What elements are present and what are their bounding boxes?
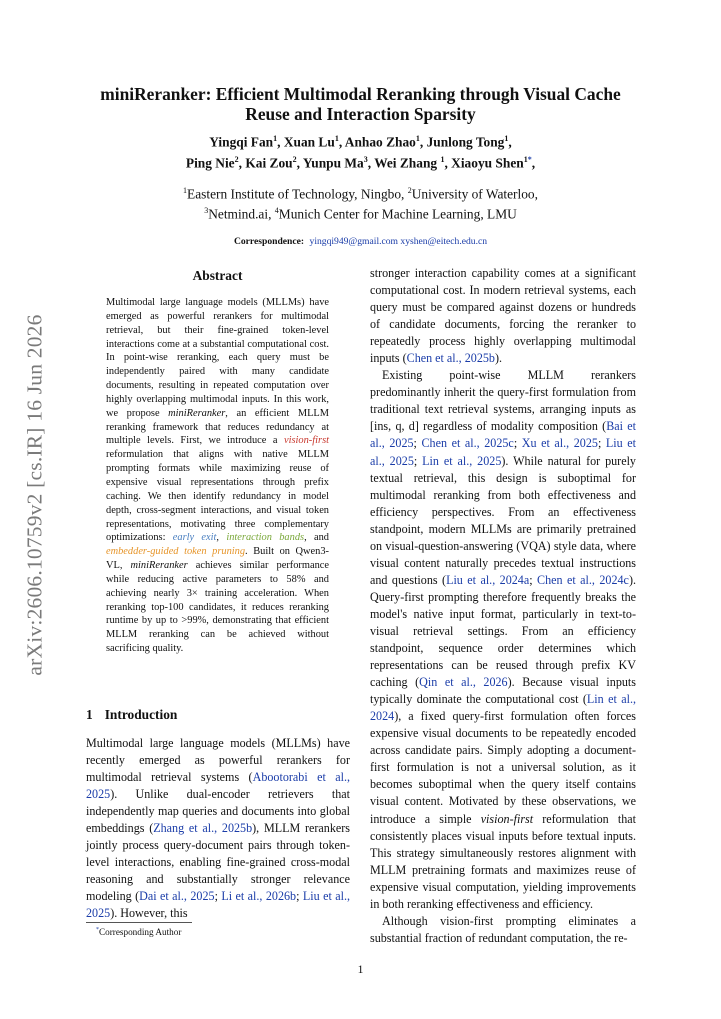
method-name: miniReranker xyxy=(130,560,188,572)
citation-link[interactable]: Liu et al., 2025 xyxy=(86,889,351,921)
citation-link[interactable]: Liu et al., 2024a xyxy=(446,572,530,587)
abstract-heading: Abstract xyxy=(192,268,243,283)
affiliations: $^1$Eastern Institute of Technology, Ningbo, $^2$University of Waterloo, $^3$Netmind.ai, $^4$Munich Center for Machine Learning, LMU xyxy=(183,186,538,222)
correspondence-label: Correspondence: xyxy=(233,236,305,247)
citation-link[interactable]: Chen et al., 2024c xyxy=(537,572,629,587)
author-name: Anhao Zhao xyxy=(344,134,416,150)
author-list: Yingqi Fan$^1$, Xuan Lu$^1$, Anhao Zhao$^1$, Junlong Tong$^1$, Ping Nie$^2$, Kai Zou$^2$, Yunpu Ma$^3$, Wei Zhang $^1$, Xiaoyu Shen$^{1*}$, xyxy=(185,134,536,171)
author-name: Kai Zou xyxy=(245,155,293,171)
citation-link[interactable]: Li et al., 2026b xyxy=(221,889,297,904)
paragraph: Existing point-wise MLLM rerankers predominantly inherit the query-first formulation from traditional text retrieval systems, arranging inputs as [ins, q, d] regardless of modality composition (Bai et al., 2025; Chen et al., 2025c; Xu et al., 2025; Liu et al., 2025; Lin et al., 2025). While natural for purely textual retrieval, this design is suboptimal for multimodal reranking from both effectiveness and efficiency perspectives. From an effectiveness standpoint, modern MLLMs are primarily pretrained on visual-question-answering (VQA) style data, where visual content naturally precedes textual instructions and questions (Liu et al., 2024a; Chen et al., 2024c). Query-first prompting therefore frequently breaks the model's native input format, particularly in text-to-visual retrieval settings. From an efficiency standpoint, sequence order determines which representations can be reused through prefix KV caching (Qin et al., 2026). Because visual inputs typically dominate the computational cost (Lin et al., 2024), a fixed query-first formulation often forces expensive visual documents to be repeatedly encoded across candidate pairs. Simply adopting a document-first formulation is not a universal solution, as it becomes suboptimal when the query itself contains visual content. Motivated by these observations, we introduce a simple vision-first reformulation that consistently places visual inputs before textual inputs. This strategy simultaneously restores alignment with MLLM pretraining formats and maximizes reuse of expensive visual computation, yielding improvements in both reranking effectiveness and efficiency. xyxy=(370,368,637,911)
highlight-vision-first: vision-first xyxy=(283,435,329,447)
footnote xyxy=(96,927,181,937)
correspondence-email-link[interactable]: yingqi949@gmail.com xyshen@eitech.edu.cn xyxy=(309,236,488,247)
footnote-text: Corresponding Author xyxy=(99,927,182,938)
section-number: 1 xyxy=(86,707,93,722)
correspondence xyxy=(80,236,641,247)
footnote-divider xyxy=(86,922,192,923)
emphasis: vision-first xyxy=(480,811,534,826)
citation-link[interactable]: Lin et al., 2024 xyxy=(370,692,637,724)
citation-link[interactable]: Lin et al., 2025 xyxy=(422,453,502,468)
footnote-mark: * xyxy=(96,927,99,933)
paragraph: Although vision-first prompting eliminates a substantial fraction of redundant computation, the re- xyxy=(370,913,636,945)
citation-link[interactable]: Zhang et al., 2025b xyxy=(153,821,253,836)
section-title: Introduction xyxy=(104,707,178,722)
highlight-early-exit: early exit xyxy=(172,532,217,544)
citation-link[interactable]: Liu et al., 2025 xyxy=(370,436,636,468)
citation-link[interactable]: Bai et al., 2025 xyxy=(370,419,637,451)
citation-link[interactable]: Chen et al., 2025c xyxy=(421,436,514,451)
citation-link[interactable]: Chen et al., 2025b xyxy=(406,351,495,366)
author-name: Wei Zhang xyxy=(374,155,438,171)
author-name: Ping Nie xyxy=(185,155,235,171)
arxiv-id-text: arXiv:2606.10759v2 [cs.IR] 16 Jun 2026 xyxy=(22,314,47,676)
method-name: miniReranker xyxy=(168,407,226,419)
corresponding-mark: * xyxy=(527,154,532,164)
highlight-interaction-bands: interaction bands xyxy=(226,532,305,544)
section-heading xyxy=(86,707,177,723)
abstract-body: Multimodal large language models (MLLMs) have emerged as powerful rerankers for multimodal retrieval, but their fine-grained token-level interactions come at a substantial computational cost. In point-wise reranking, each query must be independently paired with many candidate documents, resulting in repeated computation over highly overlapping multimodal inputs. In this work, we propose miniReranker, an efficient MLLM reranking framework that reduces redundancy at multiple levels. First, we introduce a vision-first reformulation that aligns with native MLLM prompting formats while maximizing reuse of expensive visual representations through prefix caching. We then identify redundancy in model depth, cross-segment interactions, and visual token representations, motivating three complementary optimizations: early exit, interaction bands, and embedder-guided token pruning. Built on Qwen3-VL, miniReranker achieves similar performance while reducing active parameters to 58% and achieving nearly 3× training acceleration. When reranking top-100 candidates, it reduces reranking runtime by up to >99%, demonstrating that efficient MLLM reranking can be achieved without sacrificing quality. xyxy=(106,297,330,655)
paper-title: miniReranker: Efficient Multimodal Reranking through Visual Cache Reuse and Interaction Sparsity xyxy=(100,84,621,124)
citation-link[interactable]: Dai et al., 2025 xyxy=(139,889,215,904)
author-name: Xuan Lu xyxy=(283,134,335,150)
intro-paragraph: Multimodal large language models (MLLMs) have recently emerged as powerful rerankers for multimodal retrieval systems (Abootorabi et al., 2025). Unlike dual-encoder retrievers that independently map queries and documents into global embeddings (Zhang et al., 2025b), MLLM rerankers jointly process query-document pairs through token-level interactions, enabling fine-grained cross-modal reasoning and substantially stronger relevance modeling (Dai et al., 2025; Li et al., 2026b; Liu et al., 2025). However, this xyxy=(86,736,351,921)
right-column-text xyxy=(370,265,636,947)
citation-link[interactable]: Qin et al., 2026 xyxy=(419,675,508,690)
arxiv-identifier xyxy=(10,299,60,691)
highlight-token-pruning: embedder-guided token pruning xyxy=(106,546,246,558)
author-name: Xiaoyu Shen xyxy=(451,155,524,171)
citation-link[interactable]: Abootorabi et al., 2025 xyxy=(86,770,350,802)
citation-link[interactable]: Xu et al., 2025 xyxy=(521,436,598,451)
author-name: Yunpu Ma xyxy=(302,155,364,171)
author-name: Junlong Tong xyxy=(426,134,505,150)
paragraph: stronger interaction capability comes at a significant computational cost. In modern retrieval systems, each query must be compared against dozens or hundreds of candidate documents, forcing the reranker to repeatedly process highly overlapping multimodal inputs (Chen et al., 2025b). xyxy=(370,266,636,366)
author-name: Yingqi Fan xyxy=(209,134,274,150)
page-number: 1 xyxy=(357,962,364,976)
